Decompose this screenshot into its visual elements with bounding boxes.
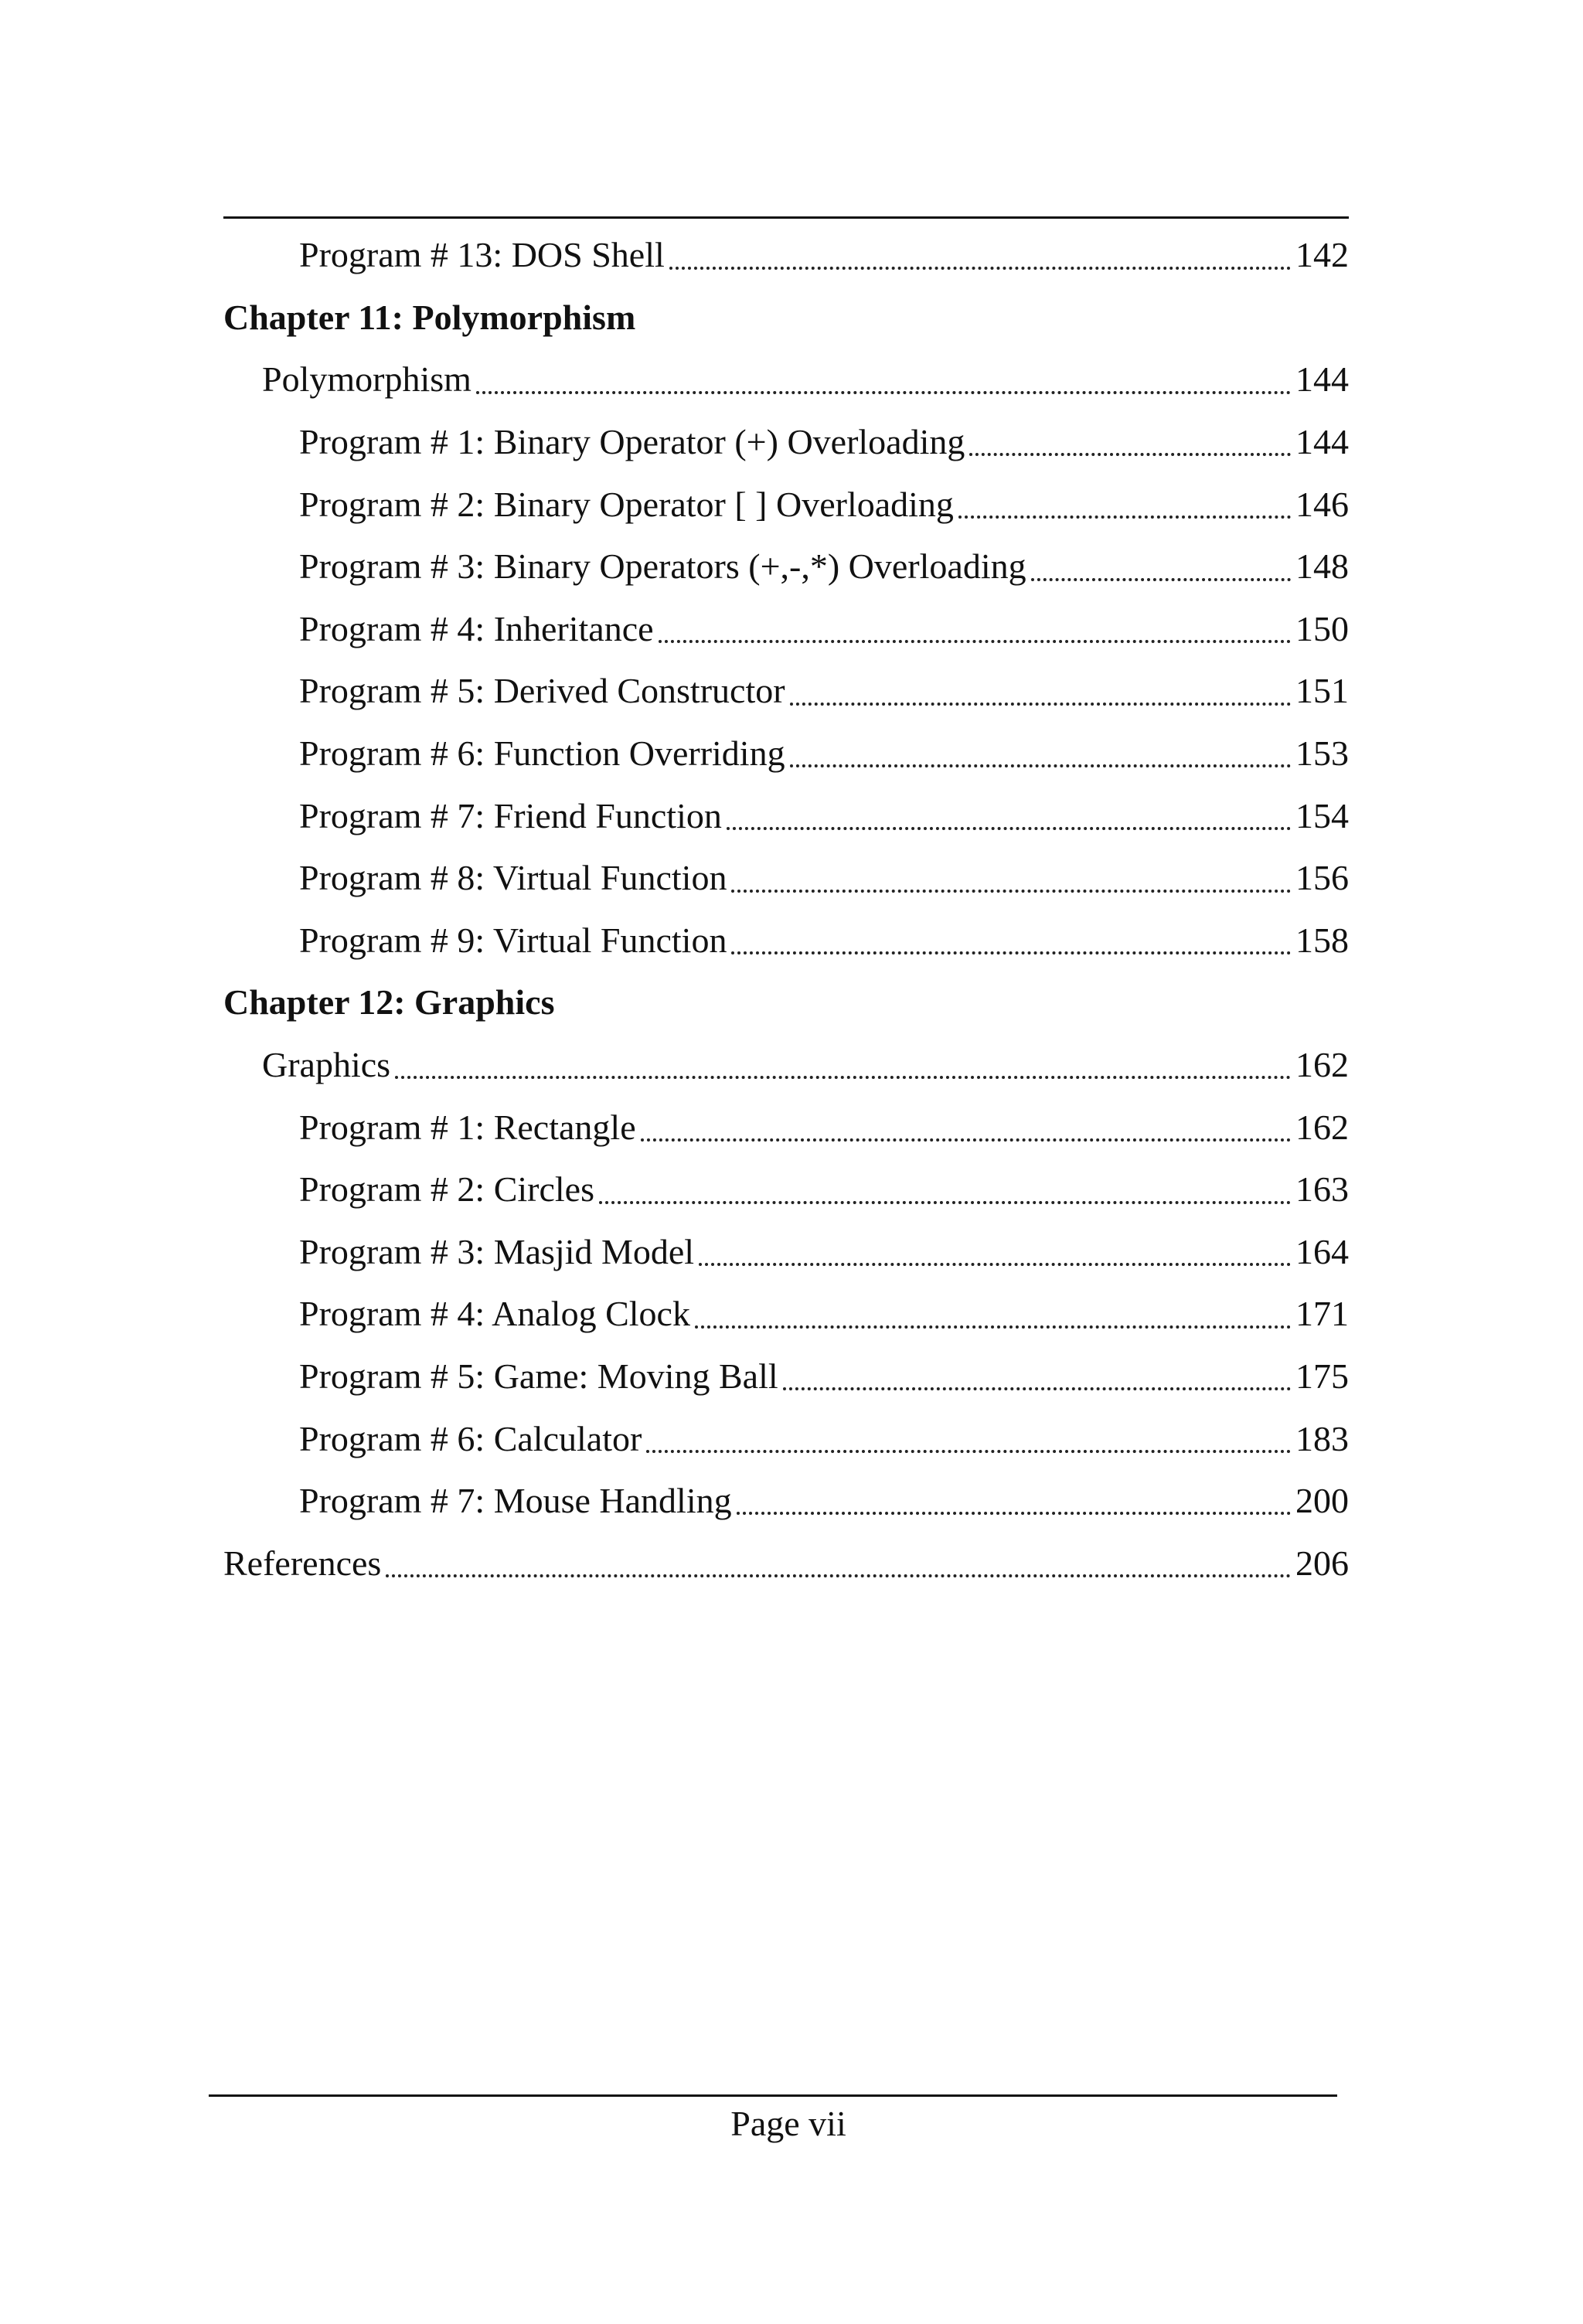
toc-entry-title: Graphics: [262, 1045, 391, 1085]
toc-dot-leader: [641, 1135, 1291, 1142]
toc-dot-leader: [790, 761, 1291, 767]
toc-dot-leader: [1031, 575, 1291, 581]
toc-dot-leader: [699, 1260, 1291, 1266]
toc-entry: [223, 598, 1349, 661]
toc-entry: [223, 1532, 1349, 1594]
toc-dot-leader: [476, 388, 1291, 394]
toc-entry-title: Program # 4: Inheritance: [299, 608, 654, 648]
toc-page-number: 200: [1295, 1481, 1349, 1521]
toc-page-number: 163: [1295, 1169, 1349, 1210]
toc-dot-leader: [731, 948, 1291, 954]
toc-entry-title: Program # 13: DOS Shell: [299, 235, 665, 275]
toc-entry-title: Program # 8: Virtual Function: [299, 858, 727, 898]
toc-entry: [223, 847, 1349, 910]
toc-dot-leader: [731, 886, 1291, 893]
toc-entry: [223, 784, 1349, 847]
toc-page-number: 144: [1295, 359, 1349, 400]
toc-dot-leader: [790, 699, 1291, 706]
toc-entry-title: Chapter 11: Polymorphism: [223, 297, 636, 337]
toc-entry-title: Program # 6: Function Overriding: [299, 733, 785, 774]
toc-page-number: 175: [1295, 1356, 1349, 1396]
toc-page-number: 153: [1295, 733, 1349, 774]
toc-entry-title: Program # 7: Mouse Handling: [299, 1481, 732, 1521]
toc-page-number: 156: [1295, 858, 1349, 898]
toc-page-number: 171: [1295, 1294, 1349, 1334]
toc-dot-leader: [969, 450, 1291, 456]
toc-entry: [223, 473, 1349, 536]
toc-page-number: 154: [1295, 795, 1349, 835]
toc-page-number: 183: [1295, 1418, 1349, 1458]
toc-entry-title: Program # 2: Binary Operator [ ] Overloading: [299, 484, 954, 524]
toc-entry: [223, 910, 1349, 972]
toc-page-number: 144: [1295, 422, 1349, 462]
toc-entry-title: Program # 7: Friend Function: [299, 795, 722, 835]
footer-divider: [209, 2094, 1337, 2097]
toc-entry-title: Program # 1: Rectangle: [299, 1107, 636, 1147]
toc-dot-leader: [386, 1571, 1291, 1577]
toc-entry: [223, 1470, 1349, 1533]
toc-page-number: 158: [1295, 920, 1349, 960]
toc-entry-title: Program # 5: Game: Moving Ball: [299, 1356, 778, 1396]
toc-page-number: 146: [1295, 484, 1349, 524]
toc-entry-title: Program # 1: Binary Operator (+) Overloading: [299, 422, 965, 462]
toc-entry: [223, 1159, 1349, 1221]
toc-chapter-heading: [223, 287, 1349, 349]
toc-page-number: 142: [1295, 235, 1349, 275]
toc-entry: [223, 660, 1349, 723]
toc-dot-leader: [737, 1509, 1291, 1515]
toc-page-number: 148: [1295, 546, 1349, 587]
toc-dot-leader: [646, 1447, 1291, 1453]
toc-entry: [223, 1221, 1349, 1284]
page-number: Page vii: [730, 2104, 846, 2143]
top-divider: [223, 216, 1349, 219]
toc-entry-title: Program # 3: Masjid Model: [299, 1231, 695, 1271]
toc-entry-title: Program # 2: Circles: [299, 1169, 594, 1210]
toc-dot-leader: [727, 824, 1291, 830]
toc-entry: [223, 1034, 1349, 1097]
toc-entry-title: Program # 5: Derived Constructor: [299, 671, 785, 711]
toc-dot-leader: [958, 512, 1291, 519]
toc-page-number: 162: [1295, 1045, 1349, 1085]
toc-entry: [223, 1407, 1349, 1470]
toc-dot-leader: [395, 1073, 1291, 1079]
toc-entry: [223, 224, 1349, 287]
toc-dot-leader: [783, 1384, 1291, 1390]
toc-entry-title: References: [223, 1543, 382, 1583]
toc-entry: [223, 723, 1349, 785]
toc-page-number: 206: [1295, 1543, 1349, 1583]
toc-entry: [223, 1346, 1349, 1408]
toc-chapter-heading: [223, 971, 1349, 1034]
toc-dot-leader: [695, 1322, 1291, 1329]
toc-page-number: 164: [1295, 1231, 1349, 1271]
toc-entry: [223, 536, 1349, 598]
toc-page-number: 151: [1295, 671, 1349, 711]
table-of-contents: [223, 224, 1349, 1594]
toc-entry-title: Program # 4: Analog Clock: [299, 1294, 690, 1334]
toc-dot-leader: [599, 1198, 1291, 1204]
toc-dot-leader: [669, 264, 1291, 270]
toc-entry: [223, 411, 1349, 474]
toc-entry-title: Chapter 12: Graphics: [223, 982, 555, 1022]
toc-dot-leader: [659, 637, 1291, 643]
toc-page-number: 162: [1295, 1107, 1349, 1147]
toc-entry-title: Program # 3: Binary Operators (+,-,*) Overloading: [299, 546, 1026, 587]
toc-entry-title: Program # 9: Virtual Function: [299, 920, 727, 960]
toc-page-number: 150: [1295, 608, 1349, 648]
toc-entry: [223, 349, 1349, 411]
toc-entry: [223, 1283, 1349, 1346]
toc-entry-title: Polymorphism: [262, 359, 471, 400]
toc-entry: [223, 1096, 1349, 1159]
toc-entry-title: Program # 6: Calculator: [299, 1418, 642, 1458]
